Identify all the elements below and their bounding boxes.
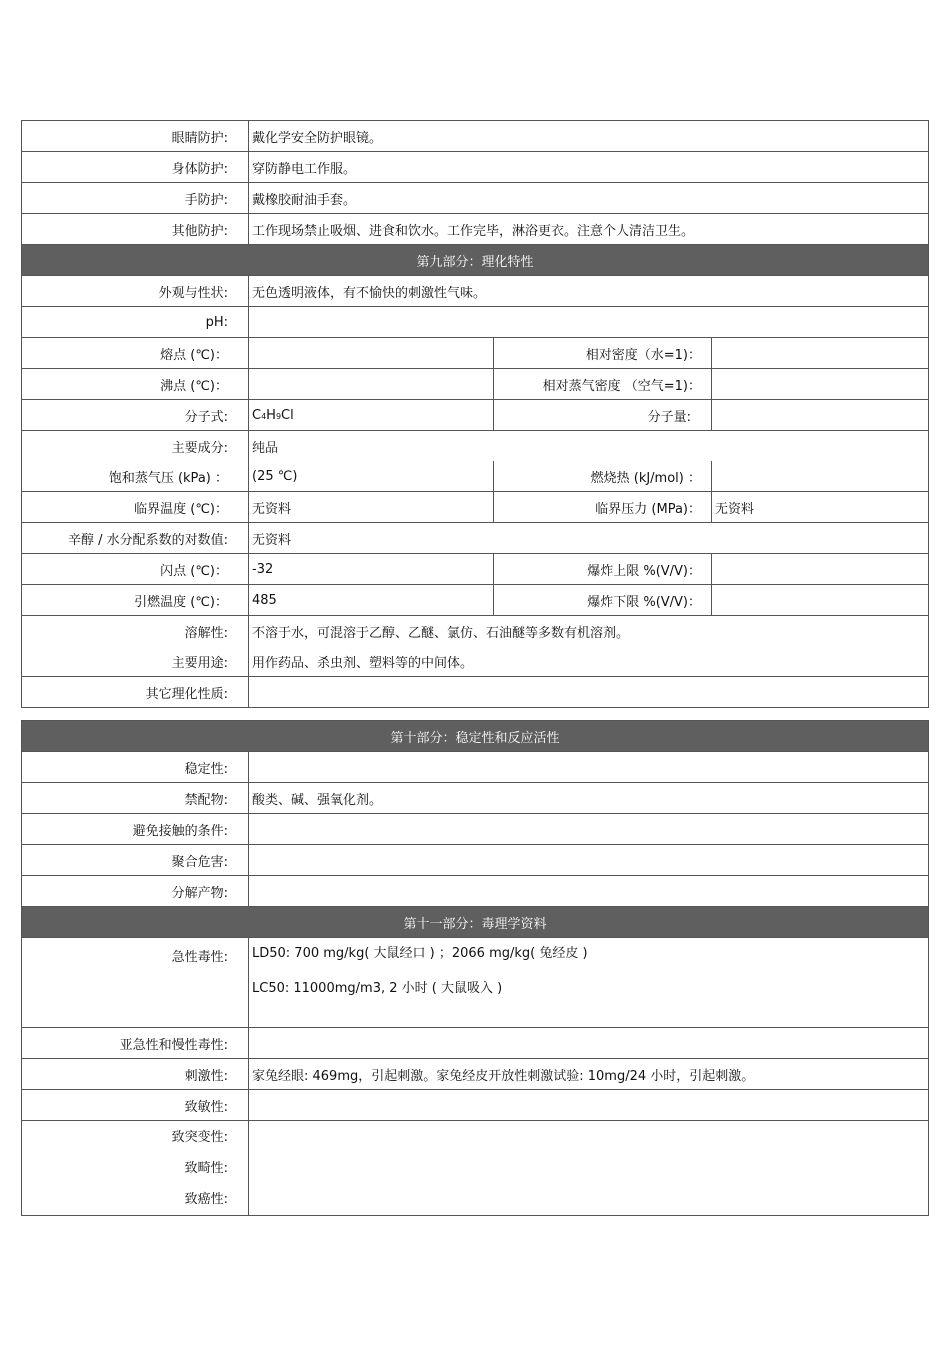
row-body-protection: [22, 152, 929, 183]
formula-h: H: [266, 407, 276, 423]
value-sensitization: [249, 1090, 929, 1121]
row-composition: [22, 431, 929, 462]
label-incompatible-materials: 禁配物:: [22, 783, 249, 814]
row-conditions-to-avoid: [22, 814, 929, 845]
label-decomposition-products: 分解产物:: [22, 876, 249, 907]
label-sensitization: 致敏性:: [22, 1090, 249, 1121]
label-other-protection: 其他防护:: [22, 214, 249, 245]
label-main-use: 主要用途:: [22, 646, 249, 677]
row-vapor-pressure: [22, 461, 929, 492]
row-chronic-toxicity: [22, 1028, 929, 1059]
label-group-chronic-effects: [22, 1121, 249, 1216]
row-critical: [22, 492, 929, 523]
value-composition: 纯品: [249, 431, 929, 462]
label-hand-protection: 手防护:: [22, 183, 249, 214]
label-critical-pressure: 临界压力 (MPa)：: [494, 492, 712, 523]
formula-cl: Cl: [281, 407, 294, 423]
section-10-title: 第十部分：稳定性和反应活性: [22, 721, 929, 752]
value-polymerization-hazard: [249, 845, 929, 876]
value-other-protection: 工作现场禁止吸烟、进食和饮水。工作完毕，淋浴更衣。注意个人清洁卫生。: [249, 214, 929, 245]
value-formula: [249, 400, 494, 431]
value-heat-of-combustion: [712, 461, 929, 492]
label-lower-explosion-limit: 爆炸下限 %(V/V)：: [494, 585, 712, 616]
label-carcinogenicity: 致癌性:: [184, 1192, 228, 1207]
value-eye-protection: 戴化学安全防护眼镜。: [249, 121, 929, 152]
value-hand-protection: 戴橡胶耐油手套。: [249, 183, 929, 214]
row-mutagenicity-group: [22, 1121, 929, 1216]
label-chronic-toxicity: 亚急性和慢性毒性:: [22, 1028, 249, 1059]
row-hand-protection: [22, 183, 929, 214]
formula-c-count: 4: [261, 411, 267, 421]
formula-c: C: [252, 407, 262, 423]
row-ph: [22, 307, 929, 338]
value-lower-explosion-limit: [712, 585, 929, 616]
section-9-title: 第九部分：理化特性: [22, 245, 929, 276]
value-molecular-weight: [712, 400, 929, 431]
value-relative-density: [712, 338, 929, 369]
label-flash-point: 闪点 (℃)：: [22, 554, 249, 585]
row-sensitization: [22, 1090, 929, 1121]
value-melting-point: [249, 338, 494, 369]
label-teratogenicity: 致畸性:: [184, 1161, 228, 1176]
value-conditions-to-avoid: [249, 814, 929, 845]
row-formula: [22, 400, 929, 431]
row-other-properties: [22, 677, 929, 708]
label-appearance: 外观与性状:: [22, 276, 249, 307]
value-vapor-pressure: (25 ℃): [249, 461, 494, 492]
label-molecular-weight: 分子量:: [494, 400, 712, 431]
label-melting-point: 熔点 (℃)：: [22, 338, 249, 369]
row-polymerization-hazard: [22, 845, 929, 876]
row-other-protection: [22, 214, 929, 245]
row-eye-protection: [22, 121, 929, 152]
value-boiling-point: [249, 369, 494, 400]
row-stability: [22, 752, 929, 783]
row-ignition-temperature: [22, 585, 929, 616]
value-ignition-temperature: 485: [249, 585, 494, 616]
label-composition: 主要成分:: [22, 431, 249, 462]
value-ph: [249, 307, 929, 338]
table-sections-10-11: [21, 720, 929, 1216]
row-solubility: [22, 616, 929, 647]
value-decomposition-products: [249, 876, 929, 907]
value-log-kow: 无资料: [249, 523, 929, 554]
value-body-protection: 穿防静电工作服。: [249, 152, 929, 183]
label-ignition-temperature: 引燃温度 (℃)：: [22, 585, 249, 616]
label-formula: 分子式:: [22, 400, 249, 431]
table-sections-8-9: [21, 120, 929, 708]
label-body-protection: 身体防护:: [22, 152, 249, 183]
section-10-header: [22, 721, 929, 752]
value-acute-toxicity: [249, 938, 929, 1028]
row-incompatible-materials: [22, 783, 929, 814]
value-other-properties: [249, 677, 929, 708]
value-critical-pressure: 无资料: [712, 492, 929, 523]
label-critical-temperature: 临界温度 (℃)：: [22, 492, 249, 523]
ld50-text: LD50: 700 mg/kg( 大鼠经口 ) ；2066 mg/kg( 兔经皮 ): [252, 946, 588, 961]
label-solubility: 溶解性:: [22, 616, 249, 647]
row-boiling-point: [22, 369, 929, 400]
value-flash-point: -32: [249, 554, 494, 585]
section-11-header: [22, 907, 929, 938]
value-vapor-density: [712, 369, 929, 400]
row-decomposition-products: [22, 876, 929, 907]
label-ph: pH:: [22, 307, 249, 338]
row-acute-toxicity: [22, 938, 929, 1028]
section-11-title: 第十一部分：毒理学资料: [22, 907, 929, 938]
label-other-properties: 其它理化性质:: [22, 677, 249, 708]
section-9-header: [22, 245, 929, 276]
row-log-kow: [22, 523, 929, 554]
label-log-kow: 辛醇 / 水分配系数的对数值:: [22, 523, 249, 554]
row-appearance: [22, 276, 929, 307]
label-mutagenicity: 致突变性:: [171, 1130, 228, 1145]
value-upper-explosion-limit: [712, 554, 929, 585]
lc50-text: LC50: 11000mg/m3, 2 小时 ( 大鼠吸入 ): [252, 981, 503, 996]
value-solubility: 不溶于水，可混溶于乙醇、乙醚、氯仿、石油醚等多数有机溶剂。: [249, 616, 929, 647]
row-main-use: [22, 646, 929, 677]
value-critical-temperature: 无资料: [249, 492, 494, 523]
label-relative-density: 相对密度（水=1)：: [494, 338, 712, 369]
label-irritation: 刺激性:: [22, 1059, 249, 1090]
row-irritation: [22, 1059, 929, 1090]
label-heat-of-combustion: 燃烧热 (kJ/mol) ：: [494, 461, 712, 492]
value-stability: [249, 752, 929, 783]
value-chronic-toxicity: [249, 1028, 929, 1059]
label-vapor-pressure: 饱和蒸气压 (kPa) ：: [22, 461, 249, 492]
formula-h-count: 9: [275, 411, 282, 421]
value-irritation: 家兔经眼: 469mg，引起刺激。家兔经皮开放性刺激试验: 10mg/24 小时，引起刺激。: [249, 1059, 929, 1090]
value-incompatible-materials: 酸类、碱、强氧化剂。: [249, 783, 929, 814]
label-upper-explosion-limit: 爆炸上限 %(V/V)：: [494, 554, 712, 585]
label-eye-protection: 眼睛防护:: [22, 121, 249, 152]
value-chronic-effects: [249, 1121, 929, 1216]
label-polymerization-hazard: 聚合危害:: [22, 845, 249, 876]
label-conditions-to-avoid: 避免接触的条件:: [22, 814, 249, 845]
value-appearance: 无色透明液体，有不愉快的刺激性气味。: [249, 276, 929, 307]
row-melting-point: [22, 338, 929, 369]
label-stability: 稳定性:: [22, 752, 249, 783]
label-acute-toxicity: 急性毒性:: [22, 938, 249, 1028]
value-main-use: 用作药品、杀虫剂、塑料等的中间体。: [249, 646, 929, 677]
label-boiling-point: 沸点 (℃)：: [22, 369, 249, 400]
label-vapor-density: 相对蒸气密度 （空气=1)：: [494, 369, 712, 400]
row-flash-point: [22, 554, 929, 585]
